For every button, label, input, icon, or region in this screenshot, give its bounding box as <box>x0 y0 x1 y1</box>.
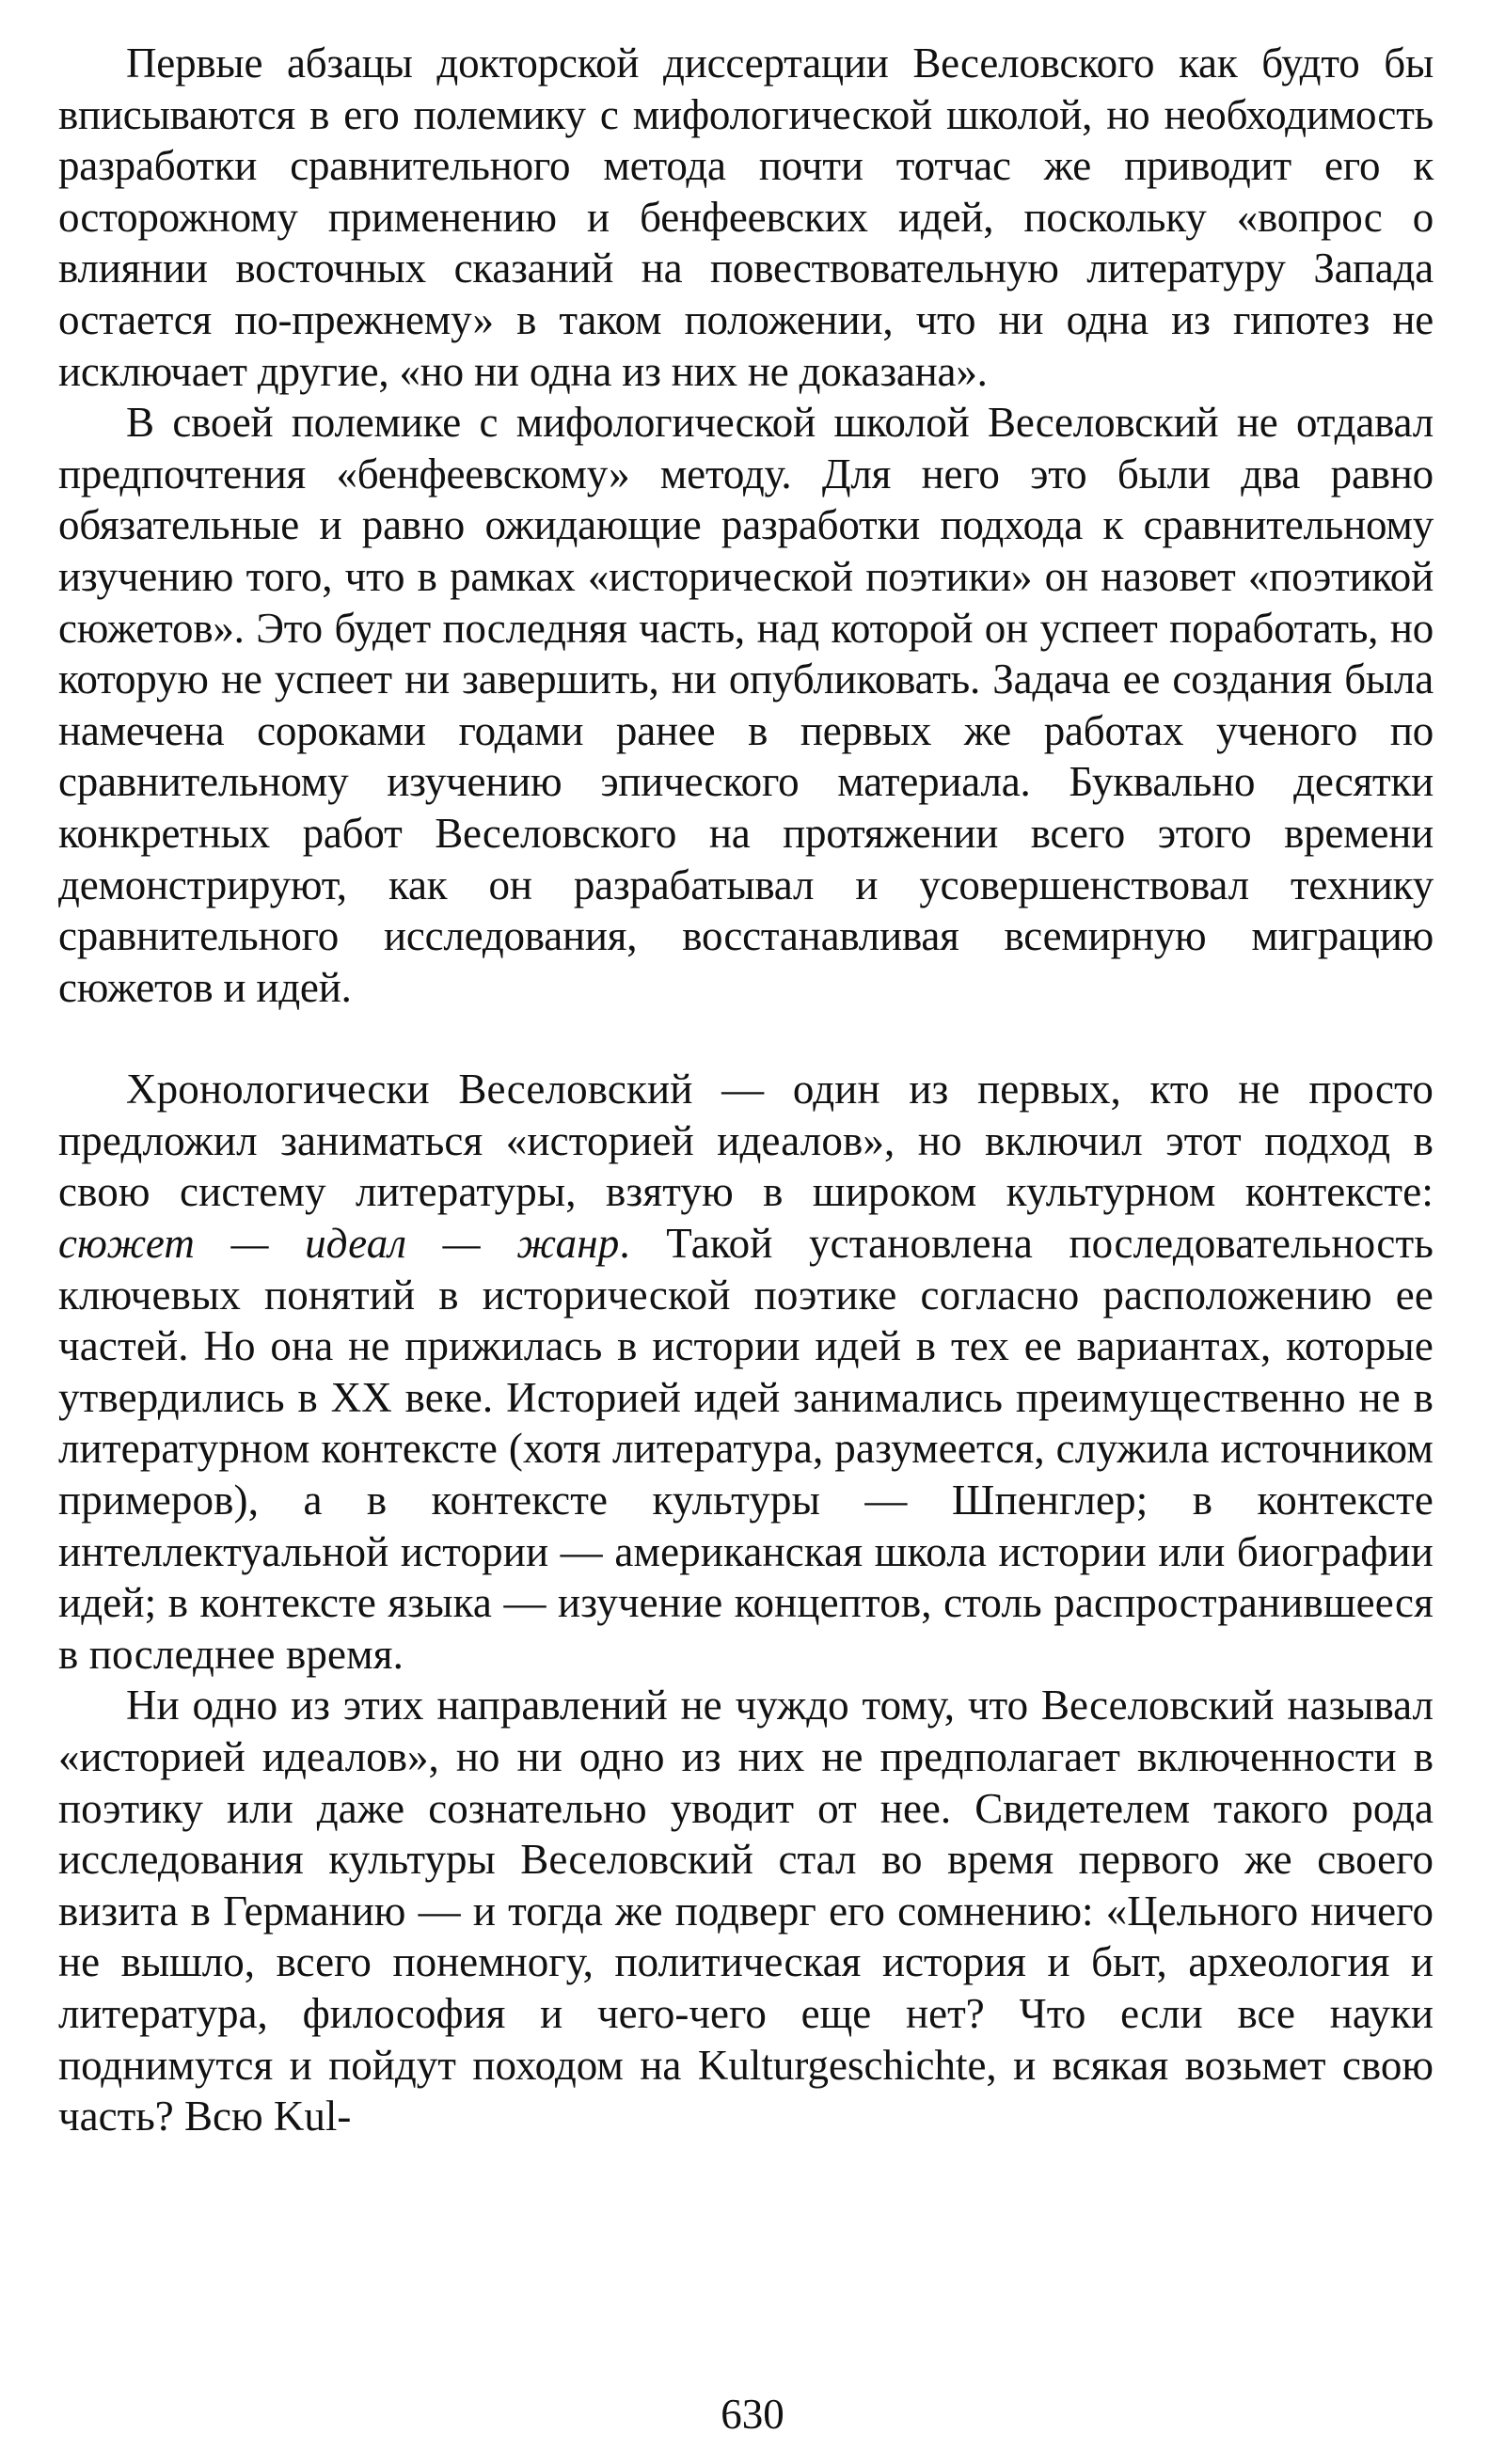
paragraph-3-after: . Такой установлена последовательность ключевых понятий в исторической поэтике согласно расположению ее частей. Но она не прижилась в истории идей в тех ее вариантах, которые утвердились в XX веке. Историей идей занимались преимущественно не в литературном контексте (хотя литература, разумеется, служила источником примеров), а в контексте культуры — Шпенглер; в контексте интеллектуальной истории — американская школа истории или биографии идей; в контексте языка — изучение концептов, столь распространившееся в последнее время. <box>58 1220 1434 1678</box>
paragraph-1: Первые абзацы докторской диссертации Веселовского как будто бы вписываются в его полемику с мифологической школой, но необходимость разработки сравнительного метода почти тотчас же приводит его к осторожному применению и бенфеевских идей, поскольку «вопрос о влиянии восточных сказаний на повествовательную литературу Запада остается по-прежнему» в таком положении, что ни одна из гипотез не исключает другие, «но ни одна из них не доказана». <box>58 39 1434 395</box>
paragraph-2: В своей полемике с мифологической школой Веселовский не отдавал предпочтения «бенфеевскому» методу. Для него это были два равно обязательные и равно ожидающие разработки подхода к сравнительному изучению того, что в рамках «исторической поэтики» он назовет «поэтикой сюжетов». Это будет последняя часть, над которой он успеет поработать, но которую не успеет ни завершить, ни опубликовать. Задача ее создания была намечена сороками годами ранее в первых же работах ученого по сравнительному изучению эпического материала. Буквально десятки конкретных работ Веселовского на протяжении всего этого времени демонстрируют, как он разрабатывал и усовершенствовал технику сравнительного исследования, восстанавливая всемирную миграцию сюжетов и идей. <box>58 399 1434 1011</box>
paragraph-3-emphasis: сюжет — идеал — жанр <box>58 1220 620 1268</box>
paragraph-3 <box>58 1064 1434 1680</box>
page-number: 630 <box>721 2391 784 2438</box>
paragraph-4: Ни одно из этих направлений не чуждо тому, что Веселовский называл «историей идеалов», но ни одно из них не предполагает включенности в поэтику или даже сознательно уводит от нее. Свидетелем такого рода исследования культуры Веселовский стал во время первого же своего визита в Германию — и тогда же подверг его сомнению: «Цельного ничего не вышло, всего понемногу, политическая история и быт, археология и литература, философия и чего-чего еще нет? Что если все науки поднимутся и пойдут походом на Kulturgeschichte, и всякая возьмет свою часть? Всю Kul- <box>58 1682 1434 2140</box>
text-body <box>58 38 1434 2142</box>
paragraph-3-before: Хронологически Веселовский — один из первых, кто не просто предложил заниматься «историей идеалов», но включил этот подход в свою систему литературы, взятую в широком культурном контексте: <box>58 1066 1434 1216</box>
